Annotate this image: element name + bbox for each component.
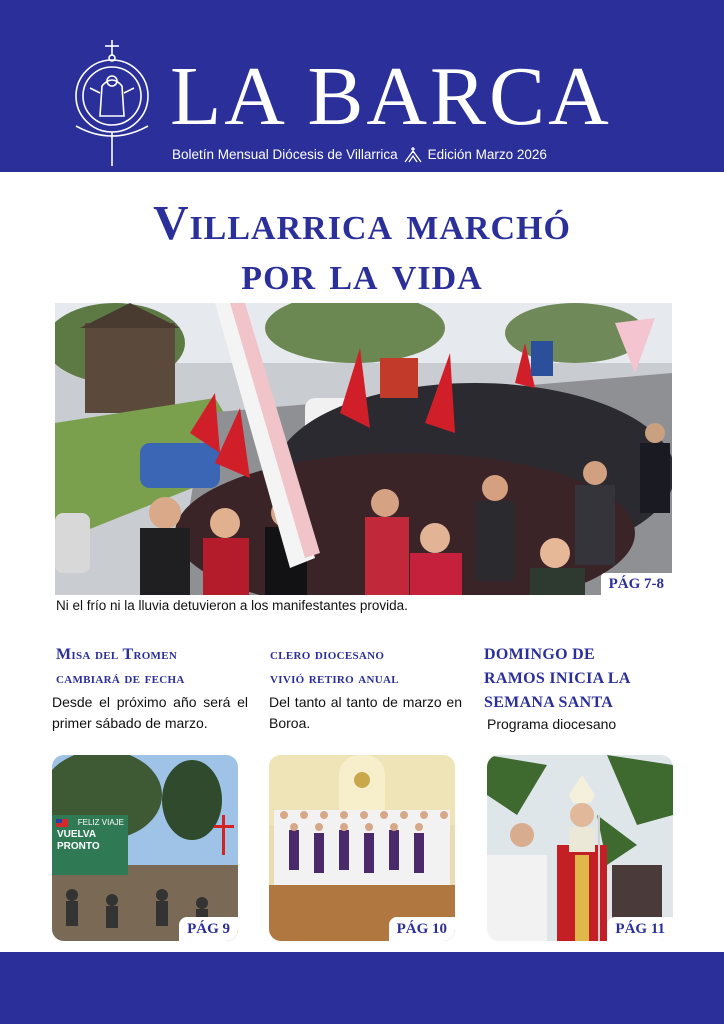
story-3-title-line-2: RAMOS INICIA LA <box>484 670 631 687</box>
diocese-seal-icon <box>70 38 154 168</box>
welcome-sign-main: VUELVA PRONTO <box>57 829 100 852</box>
story-3-page-reference: PÁG 11 <box>607 917 673 941</box>
edition-label: Edición Marzo 2026 <box>427 147 547 162</box>
mountain-cross-icon <box>403 147 423 163</box>
masthead-title: LA BARCA <box>170 50 612 143</box>
story-1-title-line-2: cambiará de fecha <box>56 670 185 687</box>
story-1-title-line-1: Misa del Tromen <box>56 646 178 663</box>
masthead-subtitle <box>172 145 642 165</box>
welcome-sign-top: FELIZ VIAJE <box>77 818 124 827</box>
lead-headline-line-2: por la vida <box>241 245 483 300</box>
story-3-summary: Programa diocesano <box>487 716 617 732</box>
lead-headline <box>30 195 694 300</box>
lead-page-reference: PÁG 7-8 <box>601 573 672 595</box>
story-1-summary: Desde el próximo año será el primer sábado de marzo. <box>52 694 248 731</box>
story-1-photo <box>52 755 238 941</box>
lead-photo-caption: Ni el frío ni la lluvia detuvieron a los manifestantes provida. <box>56 598 408 613</box>
story-3-title-line-1: DOMINGO DE <box>484 646 595 663</box>
story-2-summary: Del tanto al tanto de marzo en Boroa. <box>269 694 462 731</box>
story-2-title-line-2: vivió retiro anual <box>270 670 399 687</box>
story-3-photo <box>487 755 673 941</box>
story-2-photo <box>269 755 455 941</box>
story-2-title-line-1: clero diocesano <box>270 646 385 663</box>
masthead-banner <box>0 0 724 172</box>
story-3-title <box>484 643 684 715</box>
story-2-title <box>270 643 470 691</box>
footer-banner <box>0 952 724 1024</box>
welcome-sign <box>54 817 128 853</box>
story-3-title-line-3: SEMANA SANTA <box>484 694 614 711</box>
lead-photo <box>55 303 672 595</box>
story-1-page-reference: PÁG 9 <box>179 917 238 941</box>
lead-headline-line-1: Villarrica marchó <box>153 195 571 250</box>
story-2-page-reference: PÁG 10 <box>389 917 455 941</box>
story-1-title <box>56 643 256 691</box>
bulletin-subtitle: Boletín Mensual Diócesis de Villarrica <box>172 147 398 162</box>
